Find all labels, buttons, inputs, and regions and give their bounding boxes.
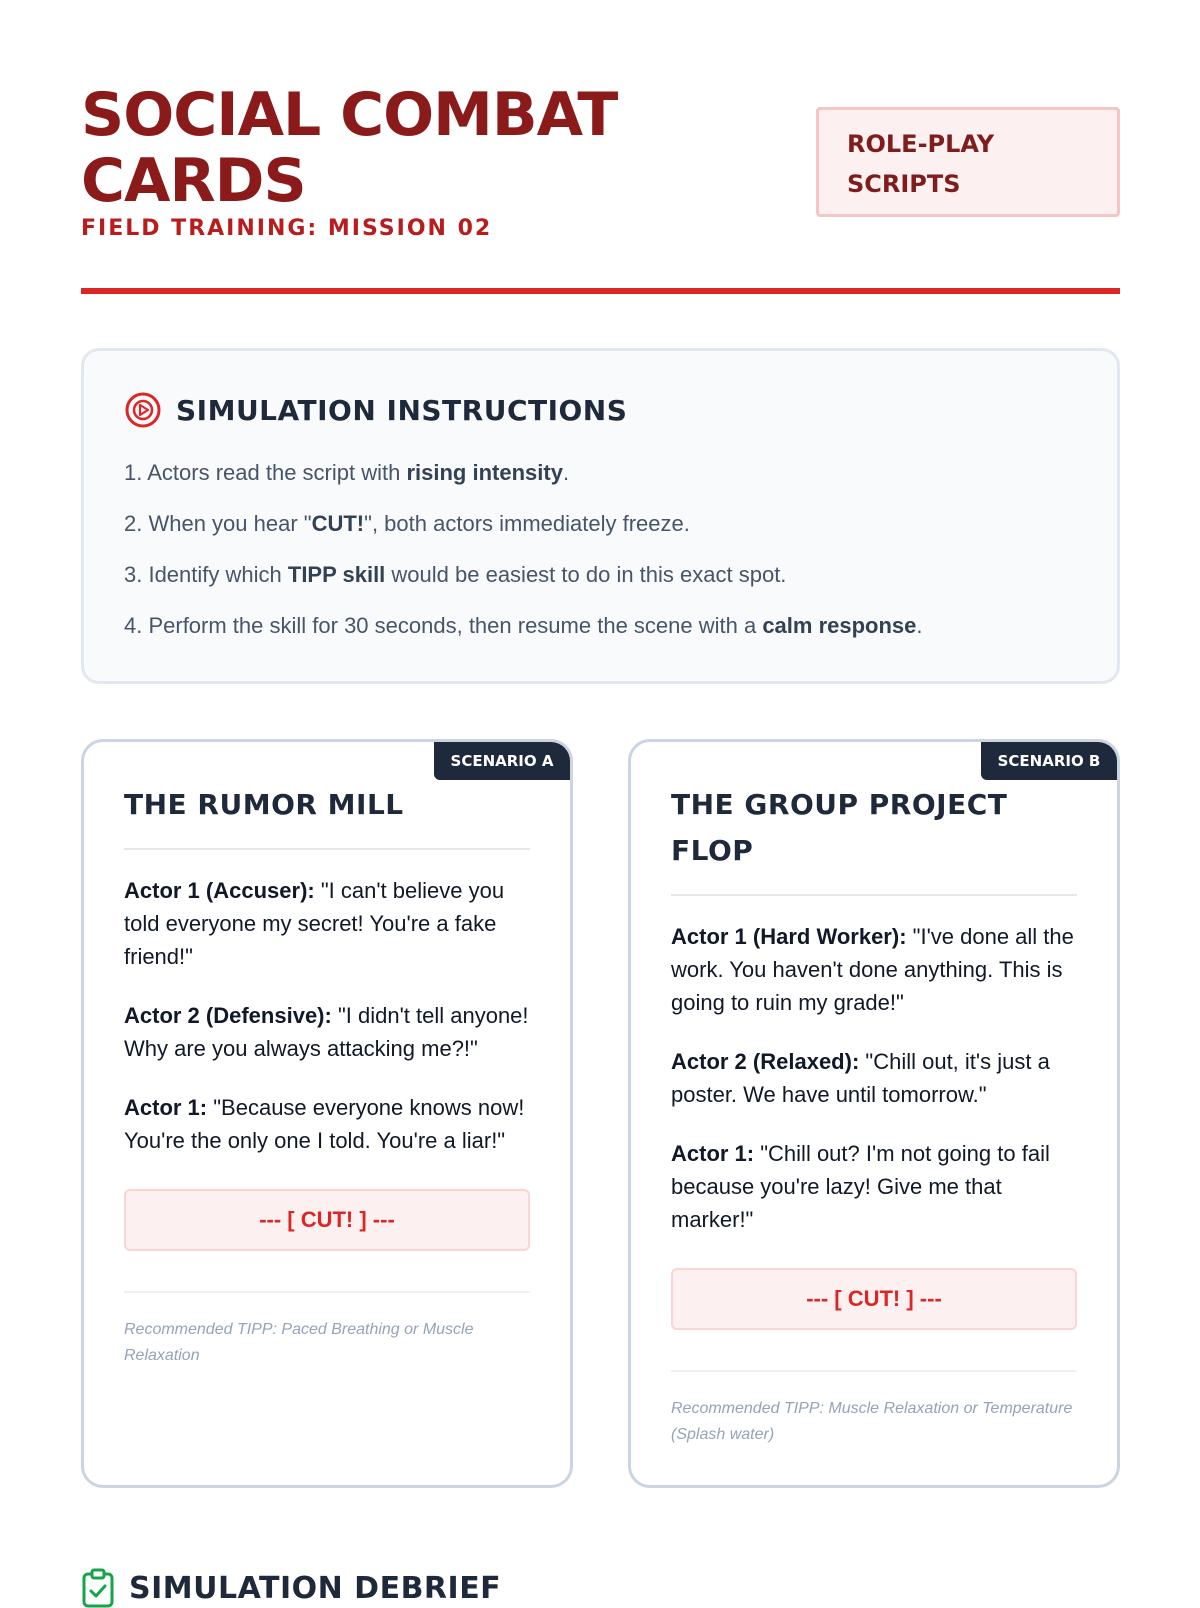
- step-emphasis: rising intensity: [406, 460, 563, 485]
- script-line: [124, 999, 530, 1065]
- title-line-2: CARDS: [81, 146, 306, 216]
- script-line: [671, 1045, 1077, 1111]
- card-body: [671, 782, 1077, 1448]
- card-divider: [124, 848, 530, 850]
- tipp-recommendation: Recommended TIPP: Paced Breathing or Muscle Relaxation: [124, 1321, 474, 1364]
- scenario-title: [124, 782, 530, 828]
- cut-marker: --- [ CUT! ] ---: [124, 1189, 530, 1251]
- dialogue-text: "I can't believe you told everyone my secret! You're a fake friend!": [124, 878, 505, 969]
- script-line: [671, 1137, 1077, 1236]
- speaker-label: Actor 2 (Relaxed):: [671, 1049, 860, 1074]
- speaker-label: Actor 1:: [124, 1095, 208, 1120]
- instructions-list: [124, 447, 1077, 651]
- scenario-title-line: THE RUMOR MILL: [124, 788, 404, 821]
- clipboard-check-icon: [81, 1568, 115, 1608]
- step-emphasis: TIPP skill: [287, 562, 386, 587]
- dialogue-text: "Chill out, it's just a poster. We have until tomorrow.": [671, 1049, 1050, 1107]
- page-subtitle: FIELD TRAINING: MISSION 02: [81, 216, 493, 241]
- scenario-title: [671, 782, 1077, 874]
- instructions-header: [124, 391, 1077, 429]
- cut-marker: --- [ CUT! ] ---: [671, 1268, 1077, 1330]
- speaker-label: Actor 2 (Defensive):: [124, 1003, 332, 1028]
- card-divider: [124, 1291, 530, 1293]
- script-line: [671, 920, 1077, 1019]
- instructions-title: SIMULATION INSTRUCTIONS: [176, 393, 628, 427]
- header-divider: [81, 288, 1120, 294]
- step-text: 4. Perform the skill for 30 seconds, then resume the scene with a: [124, 613, 763, 638]
- tipp-recommendation: Recommended TIPP: Muscle Relaxation or Temperature (Splash water): [671, 1400, 1073, 1443]
- step-text: 1. Actors read the script with: [124, 460, 407, 485]
- scenario-tag: SCENARIO B: [981, 742, 1117, 780]
- page-title: [81, 82, 641, 214]
- dialogue-text: "I've done all the work. You haven't done anything. This is going to ruin my grade!": [671, 924, 1074, 1015]
- badge-line-2: SCRIPTS: [847, 170, 961, 198]
- instruction-step: [124, 549, 1077, 600]
- step-text: would be easiest to do in this exact spot.: [385, 562, 787, 587]
- script-line: [124, 874, 530, 973]
- play-circle-icon: [124, 391, 162, 429]
- speaker-label: Actor 1 (Accuser):: [124, 878, 315, 903]
- instruction-step: [124, 498, 1077, 549]
- dialogue-text: "I didn't tell anyone! Why are you always attacking me?!": [124, 1003, 529, 1061]
- dialogue-text: "Because everyone knows now! You're the only one I told. You're a liar!": [124, 1095, 525, 1153]
- instruction-step: [124, 600, 1077, 651]
- instructions-panel: [81, 348, 1120, 684]
- step-text: .: [562, 460, 570, 485]
- step-emphasis: CUT!: [311, 511, 365, 536]
- scenario-tag: SCENARIO A: [434, 742, 570, 780]
- step-emphasis: calm response: [762, 613, 917, 638]
- step-text: ", both actors immediately freeze.: [364, 511, 690, 536]
- role-play-badge: [816, 107, 1120, 217]
- worksheet-page: [81, 0, 1120, 1606]
- scenario-card-a: [81, 739, 573, 1488]
- dialogue-text: "Chill out? I'm not going to fail because you're lazy! Give me that marker!": [671, 1141, 1050, 1232]
- scenario-card-b: [628, 739, 1120, 1488]
- card-divider: [671, 894, 1077, 896]
- title-line-1: SOCIAL COMBAT: [81, 80, 618, 150]
- speaker-label: Actor 1:: [671, 1141, 755, 1166]
- badge-line-1: ROLE-PLAY: [847, 130, 995, 158]
- step-text: .: [916, 613, 923, 638]
- debrief-title: SIMULATION DEBRIEF: [129, 1570, 502, 1606]
- step-text: 3. Identify which: [124, 562, 288, 587]
- header: [81, 0, 1120, 294]
- instruction-step: [124, 447, 1077, 498]
- step-text: 2. When you hear ": [124, 511, 312, 536]
- scenario-title-line: THE GROUP PROJECT: [671, 788, 1008, 821]
- debrief-section-header: [81, 1568, 501, 1608]
- speaker-label: Actor 1 (Hard Worker):: [671, 924, 907, 949]
- card-divider: [671, 1370, 1077, 1372]
- scenario-title-line: FLOP: [671, 834, 754, 867]
- script-line: [124, 1091, 530, 1157]
- card-body: [124, 782, 530, 1369]
